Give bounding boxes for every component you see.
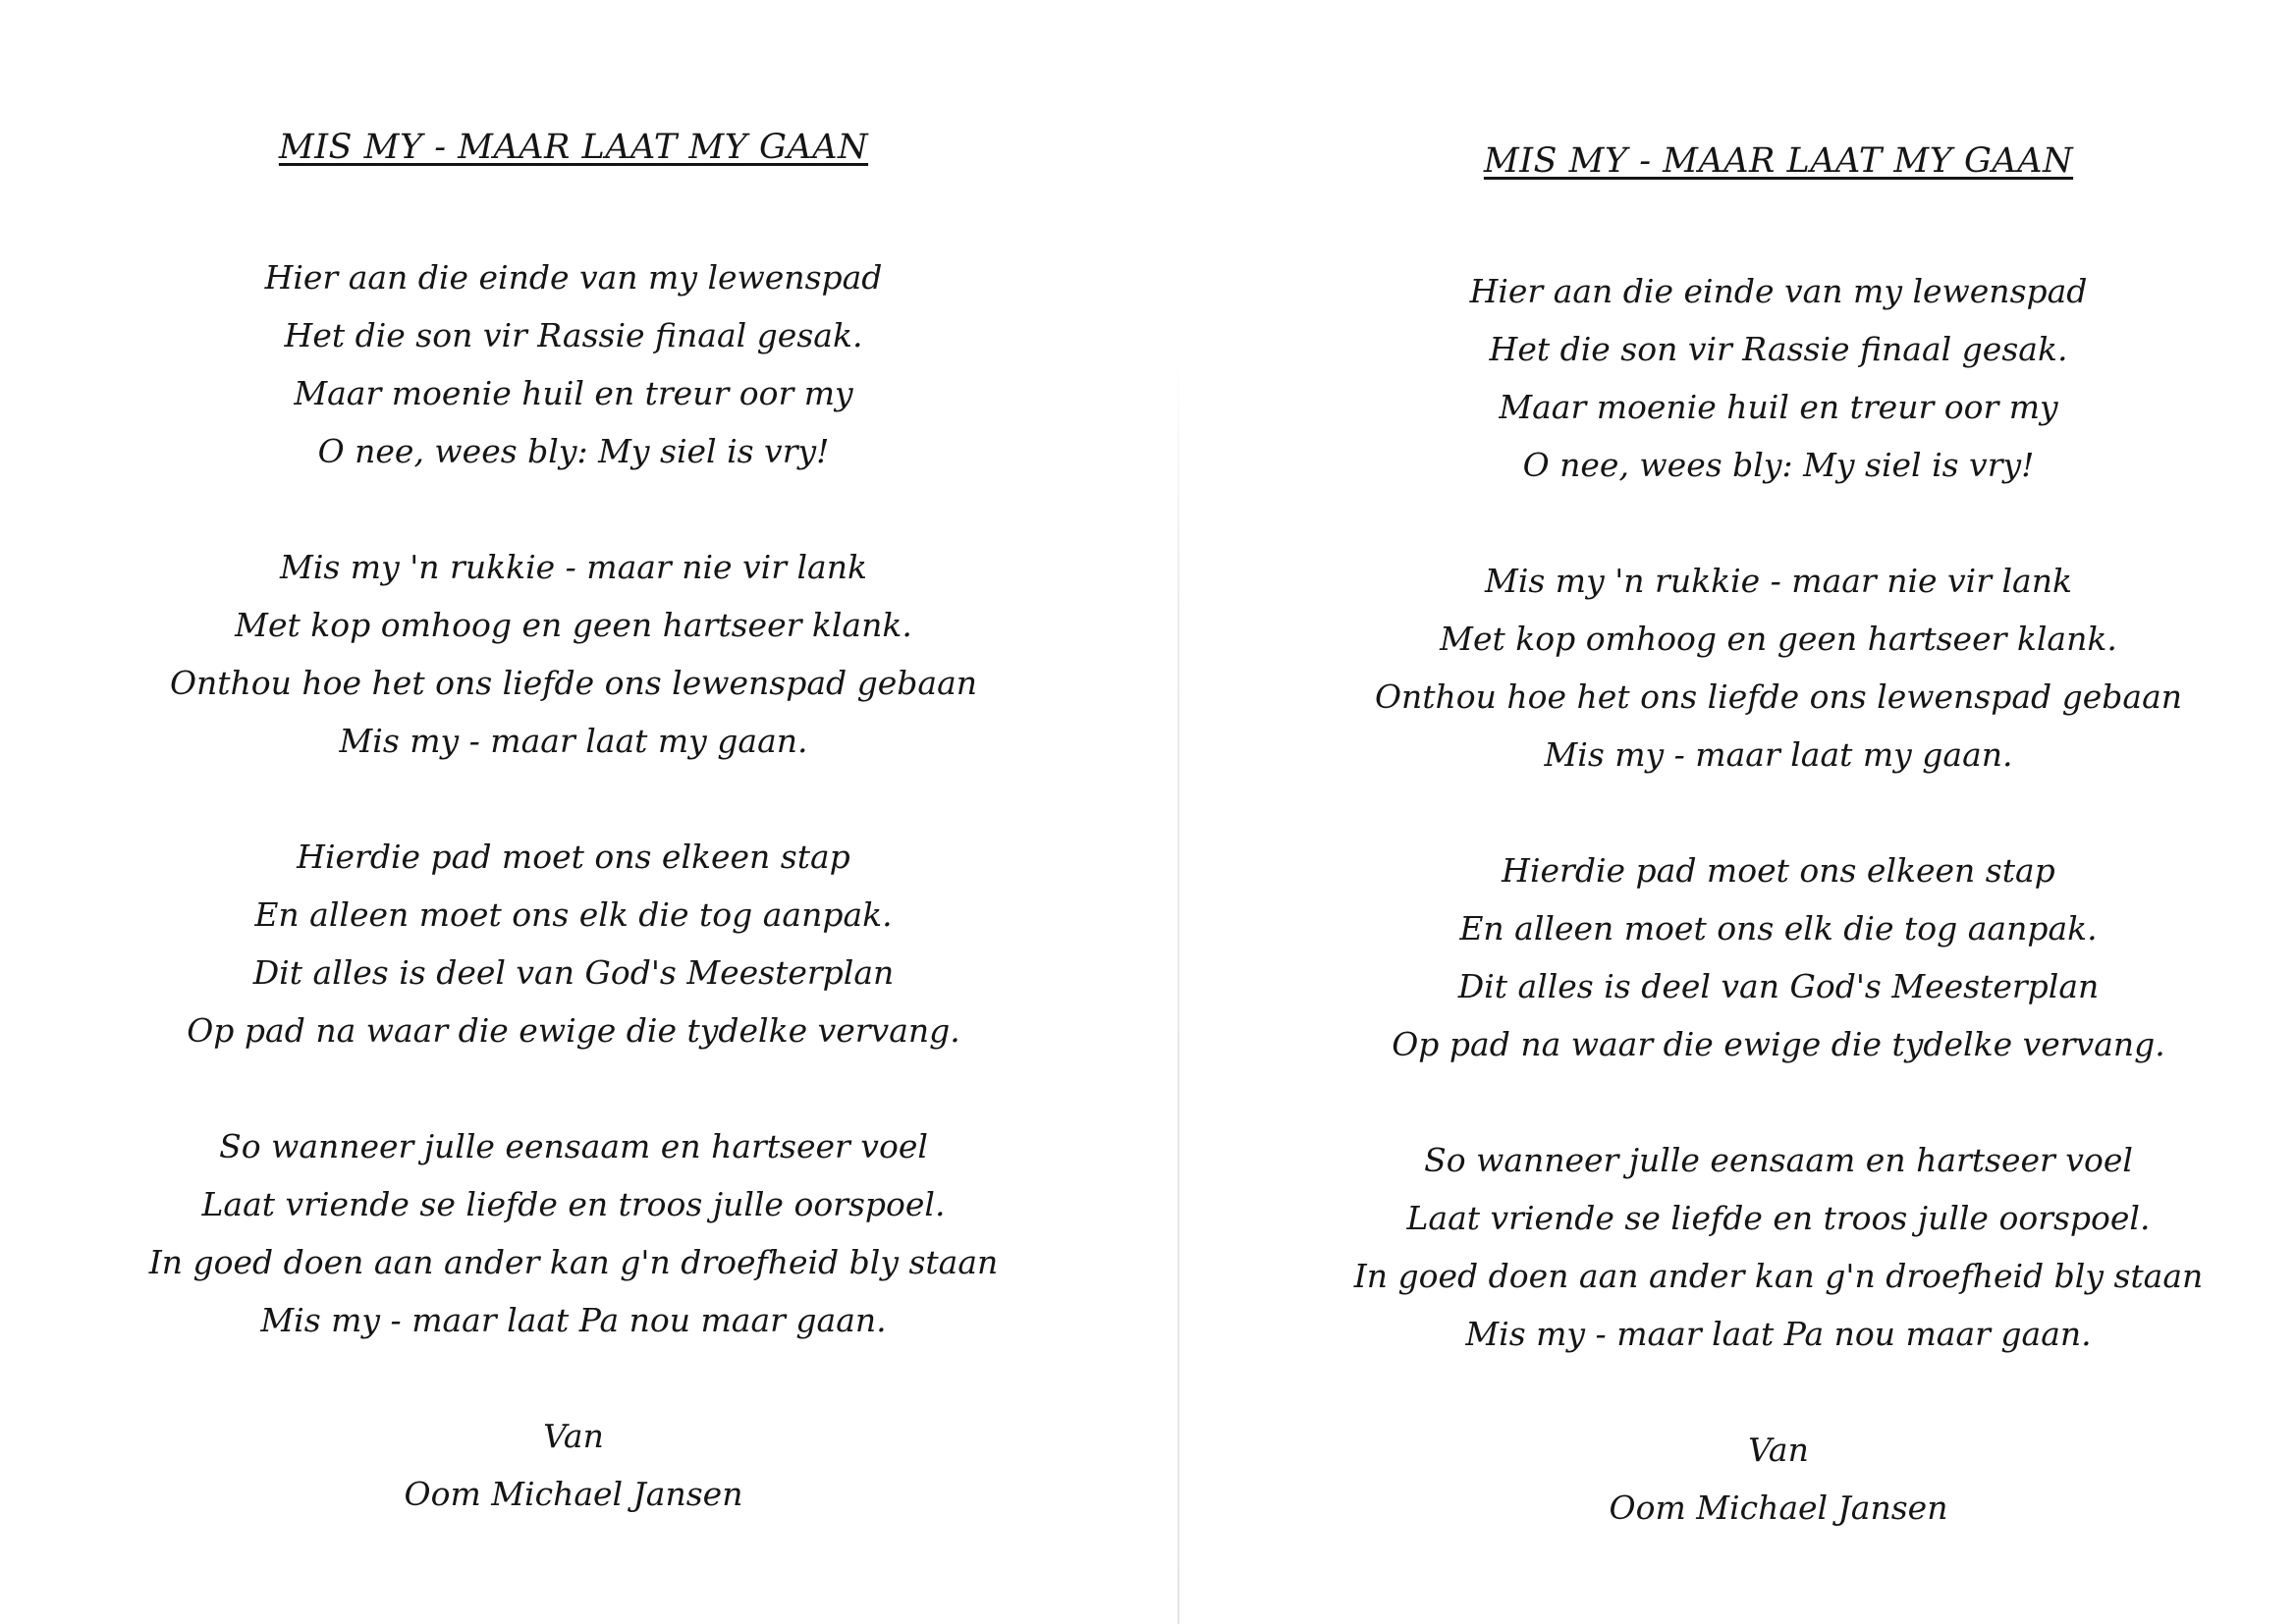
signature-from: Van (1748, 1431, 1809, 1469)
poem-line: Mis my 'n rukkie - maar nie vir lank (1485, 562, 2072, 600)
poem-line: Onthou hoe het ons liefde ons lewenspad gebaan (169, 664, 978, 702)
poem-line: Laat vriende se liefde en troos julle oorspoel. (1406, 1199, 2151, 1237)
poem-title: MIS MY - MAAR LAAT MY GAAN (1483, 141, 2074, 181)
poem-line: Dit alles is deel van God's Meesterplan (1457, 967, 2100, 1005)
poem-line: Laat vriende se liefde en troos julle oorspoel. (201, 1185, 946, 1223)
poem-line: Mis my 'n rukkie - maar nie vir lank (280, 548, 867, 586)
poem-line: Dit alles is deel van God's Meesterplan (252, 953, 895, 992)
poem-line: Onthou hoe het ons liefde ons lewenspad gebaan (1374, 677, 2183, 716)
poem-line: So wanneer julle eensaam en hartseer voel (1424, 1141, 2133, 1179)
poem-line: En alleen moet ons elk die tog aanpak. (1459, 909, 2098, 947)
poem-line: Het die son vir Rassie finaal gesak. (1489, 330, 2068, 368)
stanza-4 (149, 1117, 999, 1349)
poem-line: O nee, wees bly: My siel is vry! (1522, 446, 2035, 484)
poem-line: Mis my - maar laat Pa nou maar gaan. (260, 1301, 887, 1339)
poem-line: In goed doen aan ander kan g'n droefheid bly staan (1353, 1257, 2204, 1295)
poem-line: Hier aan die einde van my lewenspad (1469, 272, 2088, 310)
signature-from: Van (543, 1417, 604, 1455)
stanza-4 (1354, 1131, 2204, 1363)
poem-line: En alleen moet ons elk die tog aanpak. (254, 895, 893, 934)
poem-line: Mis my - maar laat my gaan. (339, 722, 808, 760)
poem-title: MIS MY - MAAR LAAT MY GAAN (278, 128, 869, 167)
poem-line: O nee, wees bly: My siel is vry! (317, 432, 830, 470)
poem (149, 128, 999, 1523)
stanza-3 (1354, 841, 2204, 1073)
signature (1354, 1421, 2204, 1537)
poem-line: Op pad na waar die ewige die tydelke vervang. (1392, 1025, 2165, 1063)
right-page (1148, 0, 2296, 1624)
poem-line: Met kop omhoog en geen hartseer klank. (1440, 620, 2117, 658)
poem-line: Hierdie pad moet ons elkeen stap (1502, 851, 2055, 890)
signature (149, 1407, 999, 1523)
poem-line: Op pad na waar die ewige die tydelke vervang. (187, 1011, 960, 1050)
poem-line: Mis my - maar laat my gaan. (1544, 735, 2013, 774)
poem-line: In goed doen aan ander kan g'n droefheid bly staan (148, 1243, 999, 1281)
poem-line: Mis my - maar laat Pa nou maar gaan. (1465, 1315, 2092, 1353)
poem-line: Maar moenie huil en treur oor my (1499, 388, 2058, 426)
stanza-3 (149, 828, 999, 1059)
poem-line: Met kop omhoog en geen hartseer klank. (235, 606, 912, 644)
poem-line: Hierdie pad moet ons elkeen stap (297, 838, 850, 876)
poem-line: Maar moenie huil en treur oor my (294, 374, 853, 412)
stanza-2 (1354, 552, 2204, 784)
poem-line: So wanneer julle eensaam en hartseer voel (219, 1127, 928, 1165)
poem-line: Het die son vir Rassie finaal gesak. (284, 316, 863, 354)
stanza-1 (1354, 262, 2204, 494)
poem-line: Hier aan die einde van my lewenspad (264, 258, 883, 297)
signature-name: Oom Michael Jansen (1609, 1489, 1948, 1527)
signature-name: Oom Michael Jansen (404, 1475, 743, 1513)
poem (1354, 141, 2204, 1537)
stanza-2 (149, 538, 999, 770)
stanza-1 (149, 248, 999, 480)
